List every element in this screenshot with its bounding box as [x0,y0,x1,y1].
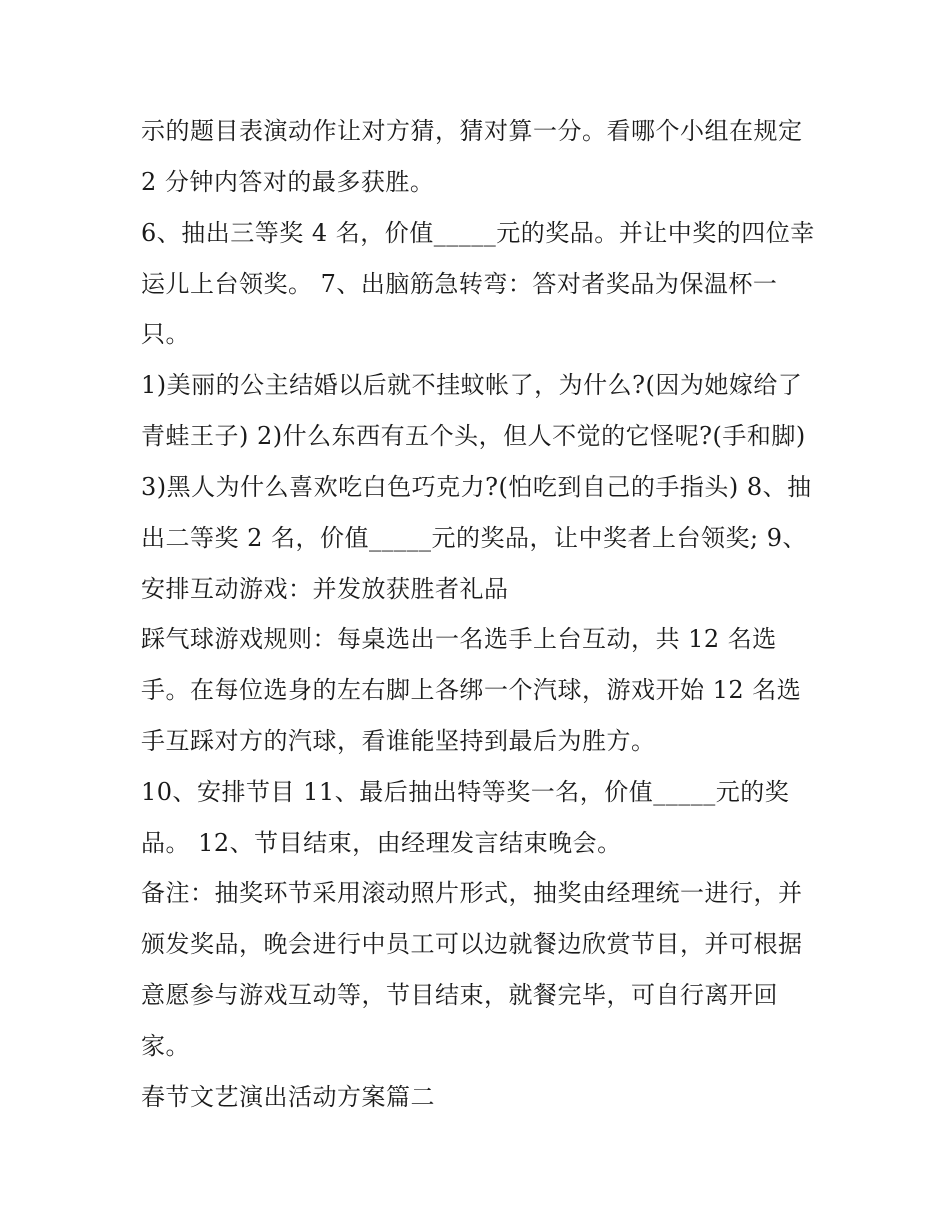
text-line-9: 出二等奖 2 名，价值_____元的奖品，让中奖者上台领奖; 9、 [141,524,808,552]
text-line-3: 6、抽出三等奖 4 名，价值_____元的奖品。并让中奖的四位幸 [141,219,815,247]
text-line-15: 品。 12、节目结束，由经理发言结束晚会。 [141,829,622,857]
text-line-11: 踩气球游戏规则：每桌选出一名选手上台互动，共 12 名选 [141,625,777,653]
text-line-14: 10、安排节目 11、最后抽出特等奖一名，价值_____元的奖 [141,778,790,806]
text-line-17: 颁发奖品，晚会进行中员工可以边就餐边欣赏节目，并可根据 [141,930,803,958]
text-line-1: 示的题目表演动作让对方猜，猜对算一分。看哪个小组在规定 [141,117,803,145]
text-line-5: 只。 [141,320,190,348]
text-line-13: 手互踩对方的汽球，看谁能坚持到最后为胜方。 [141,727,656,755]
text-line-2: 2 分钟内答对的最多获胜。 [141,168,435,196]
text-line-12: 手。在每位选身的左右脚上各绑一个汽球，游戏开始 12 名选 [141,676,802,704]
text-line-8: 3)黑人为什么喜欢吃白色巧克力?(怕吃到自己的手指头) 8、抽 [141,473,812,501]
text-line-16: 备注：抽奖环节采用滚动照片形式，抽奖由经理统一进行，并 [141,879,803,907]
text-line-18: 意愿参与游戏互动等，节目结束，就餐完毕，可自行离开回 [141,981,778,1009]
text-line-6: 1)美丽的公主结婚以后就不挂蚊帐了，为什么?(因为她嫁给了 [141,371,803,399]
text-line-7: 青蛙王子) 2)什么东西有五个头，但人不觉的它怪呢?(手和脚) [141,422,806,450]
text-line-4: 运儿上台领奖。 7、出脑筋急转弯：答对者奖品为保温杯一 [141,270,778,298]
section-heading: 春节文艺演出活动方案篇二 [141,1083,435,1111]
text-line-10: 安排互动游戏：并发放获胜者礼品 [141,575,509,603]
text-line-19: 家。 [141,1032,190,1060]
